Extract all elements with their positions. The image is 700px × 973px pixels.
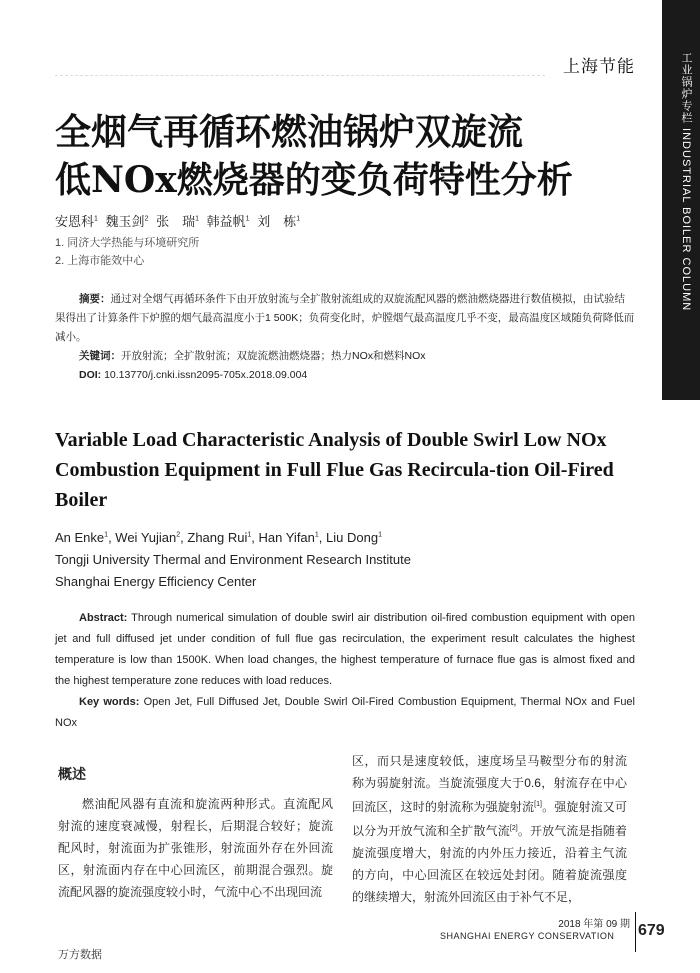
author-cn: 刘 栋$^1$ [257, 214, 301, 229]
keywords-cn: 关键词：开放射流；全扩散射流；双旋流燃油燃烧器；热力NOx和燃料NOx [79, 350, 426, 362]
ref-1: [1] [534, 801, 542, 808]
affiliation-en-2: Shanghai Energy Efficiency Center [55, 574, 257, 589]
author-cn: 魏玉剑$^2$ [105, 214, 149, 229]
side-column-bar [662, 0, 700, 400]
author-cn: 韩益帆$^1$ [206, 214, 250, 229]
ref-2: [2] [509, 825, 518, 832]
abstract-en-body: Abstract: Through numerical simulation of double swirl air distribution oil-fired combustion equipment with open jet and full diffused jet under condition of full flue gas recirculation, the experiment result calculates the highest temperature is low than 1500K. When load changes, the highest temperature of furnace flue gas is almost fixed and the highest temperature zone reduces with load reduces. [55, 612, 635, 687]
abstract-cn-body: 摘要：通过对全烟气再循环条件下由开放射流与全扩散射流组成的双旋流配风器的燃油燃烧器进行数值模拟，由试验结果得出了计算条件下炉膛的烟气最高温度小于1 500K；负荷变化时，炉膛烟气最高温度几乎不变，最高温度区域随负荷降低而减小。 [55, 293, 635, 343]
title-cn [55, 108, 615, 204]
page-number: 679 [638, 922, 665, 939]
watermark-text: 万方数据 [58, 949, 102, 961]
header-rule [55, 75, 545, 76]
journal-name: SHANGHAI ENERGY CONSERVATION [440, 931, 615, 941]
journal-issue: 2018 年第 09 期 [558, 919, 630, 930]
keywords-en: Key words: Open Jet, Full Diffused Jet, Double Swirl Oil-Fired Combustion Equipment, Thermal NOx and Fuel NOx [55, 696, 635, 729]
authors-en: An Enke$^1$, Wei Yujian$^2$, Zhang Rui$^1$, Han Yifan$^1$, Liu Dong$^1$ [55, 530, 382, 545]
title-cn-line2: 低NOx燃烧器的变负荷特性分析 [55, 159, 573, 201]
abstract-en [55, 608, 635, 734]
footer-divider [635, 912, 636, 952]
title-en: Variable Load Characteristic Analysis of Double Swirl Low NOx Combustion Equipment in Full Flue Gas Recircula-tion Oil-Fired Boiler [55, 429, 614, 511]
overview-heading: 概述 [58, 766, 86, 782]
affiliation-cn-2: 2. 上海市能效中心 [55, 255, 145, 267]
body-left-column: 燃油配风器有直流和旋流两种形式。直流配风射流的速度衰减慢，射程长，后期混合较好；旋流配风时，射流面为扩张锥形，射流面外存在外回流区，射流面内存在中心回流区，前期混合强烈。旋流配风器的旋流强度较小时，气流中心不出现回流 [58, 797, 333, 899]
body-right-column: 区，而只是速度较低，速度场呈马鞍型分布的射流称为弱旋射流。当旋流强度大于0.6，射流存在中心回流区，这时的射流称为强旋射流[1]。强旋射流又可以分为开放气流和全扩散气流[2]。开放气流是指随着旋流强度增大，射流的内外压力接近，沿着主气流的方向，中心回流区在较远处封闭。随着旋流强度的继续增大，射流外回流区由于补气不足， [352, 754, 627, 904]
side-column-text: 工业锅炉专栏 INDUSTRIAL BOILER COLUMN [680, 52, 692, 312]
author-cn: 张 瑞$^1$ [156, 214, 200, 229]
abstract-cn [55, 290, 635, 385]
doi: DOI: 10.13770/j.cnki.issn2095-705x.2018.09.004 [79, 369, 308, 381]
section-label: 上海节能 [563, 57, 635, 76]
affiliation-cn-1: 1. 同济大学热能与环境研究所 [55, 237, 200, 249]
author-cn: 安恩科$^1$ [55, 214, 98, 229]
authors-cn [55, 211, 300, 230]
title-cn-line1: 全烟气再循环燃油锅炉双旋流 [55, 111, 524, 153]
affiliation-en-1: Tongji University Thermal and Environment Research Institute [55, 552, 411, 567]
